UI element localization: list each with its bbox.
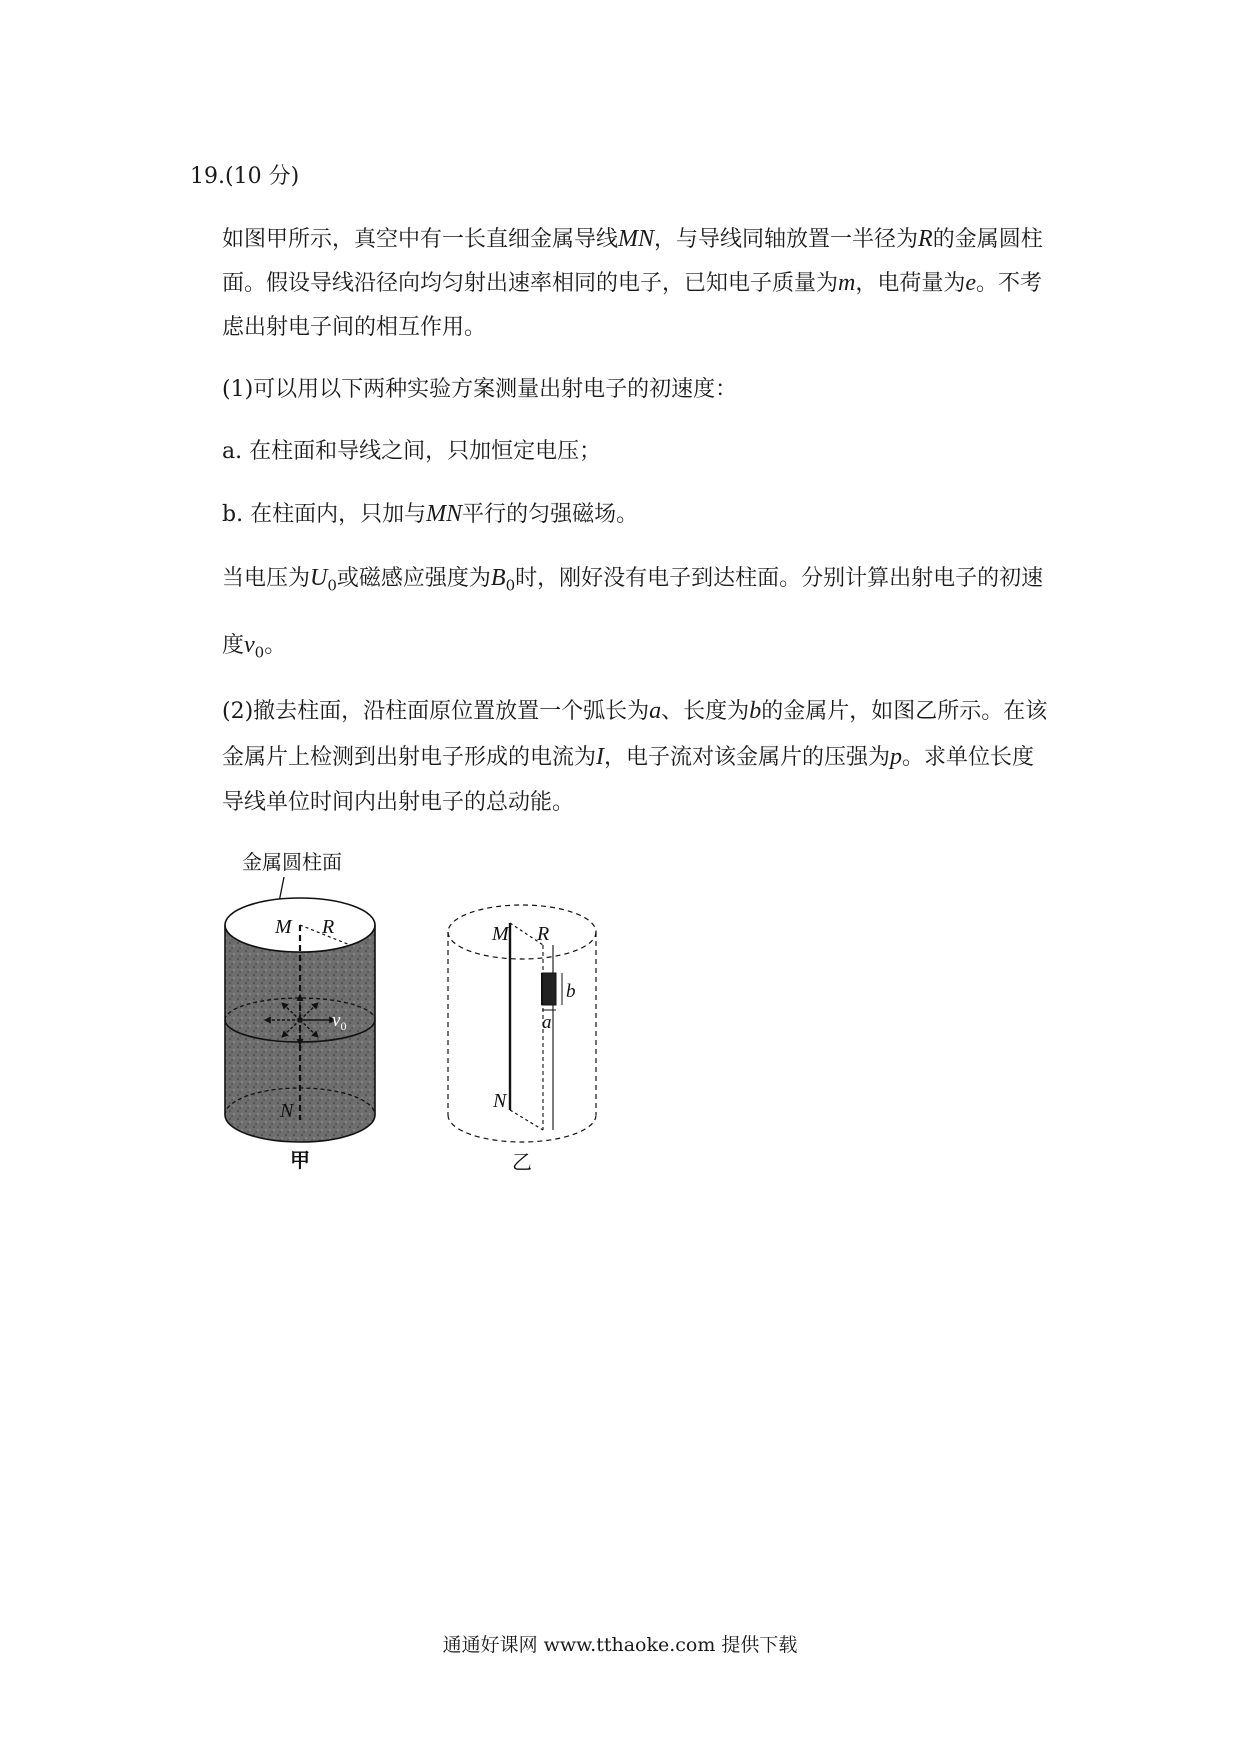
dashed-top — [448, 905, 596, 959]
radius-line-bottom — [510, 1110, 543, 1130]
part2-line-1: (2)撤去柱面，沿柱面原位置放置一个弧长为a、长度为b的金属片，如图乙所示。在该 — [222, 698, 1048, 724]
part1-option-b: b. 在柱面内，只加与MN平行的匀强磁场。 — [222, 501, 639, 527]
label-v0-left: $v_0$ — [332, 1010, 347, 1033]
part1-condition: 当电压为$U_0$或磁感应强度为$B_0$时，刚好没有电子到达柱面。分别计算出射电子的初速 — [222, 565, 1044, 595]
part1-condition-cont: 度$v_0$。 — [222, 632, 287, 662]
intro-line-2: 面。假设导线沿径向均匀射出速率相同的电子，已知电子质量为m，电荷量为e。不考 — [222, 270, 1043, 296]
label-a-right: a — [542, 1012, 552, 1033]
question-number: 19.(10 分) — [190, 164, 300, 189]
label-r-right: R — [537, 923, 550, 945]
caption-yi: 乙 — [512, 1150, 532, 1174]
caption-jia: 甲 — [290, 1148, 310, 1172]
label-n-right: N — [493, 1090, 507, 1112]
label-r-left: R — [322, 916, 335, 938]
figure-cylinders — [220, 845, 640, 1175]
cylinder-right — [448, 905, 596, 1174]
intro-line-1: 如图甲所示，真空中有一长直细金属导线MN，与导线同轴放置一半径为R的金属圆柱 — [222, 226, 1043, 252]
part1-lead: (1)可以用以下两种实验方案测量出射电子的初速度： — [222, 377, 738, 402]
intro-line-3: 虑出射电子间的相互作用。 — [222, 315, 487, 340]
dashed-bottom — [448, 1115, 596, 1142]
label-m-right: M — [492, 923, 509, 945]
part2-line-2: 金属片上检测到出射电子形成的电流为I，电子流对该金属片的压强为p。求单位长度 — [222, 744, 1035, 770]
label-n-left: N — [280, 1100, 294, 1122]
label-m-left: M — [275, 916, 292, 938]
part1-option-a: a. 在柱面和导线之间，只加恒定电压； — [222, 439, 602, 464]
label-b-right: b — [566, 981, 576, 1002]
metal-sheet — [542, 973, 556, 1005]
cylinder-left — [225, 850, 375, 1172]
part2-line-3: 导线单位时间内出射电子的总动能。 — [222, 790, 575, 815]
label-metal-cylinder: 金属圆柱面 — [242, 850, 342, 874]
page-footer: 通通好课网 www.tthaoke.com 提供下载 — [442, 1634, 798, 1656]
